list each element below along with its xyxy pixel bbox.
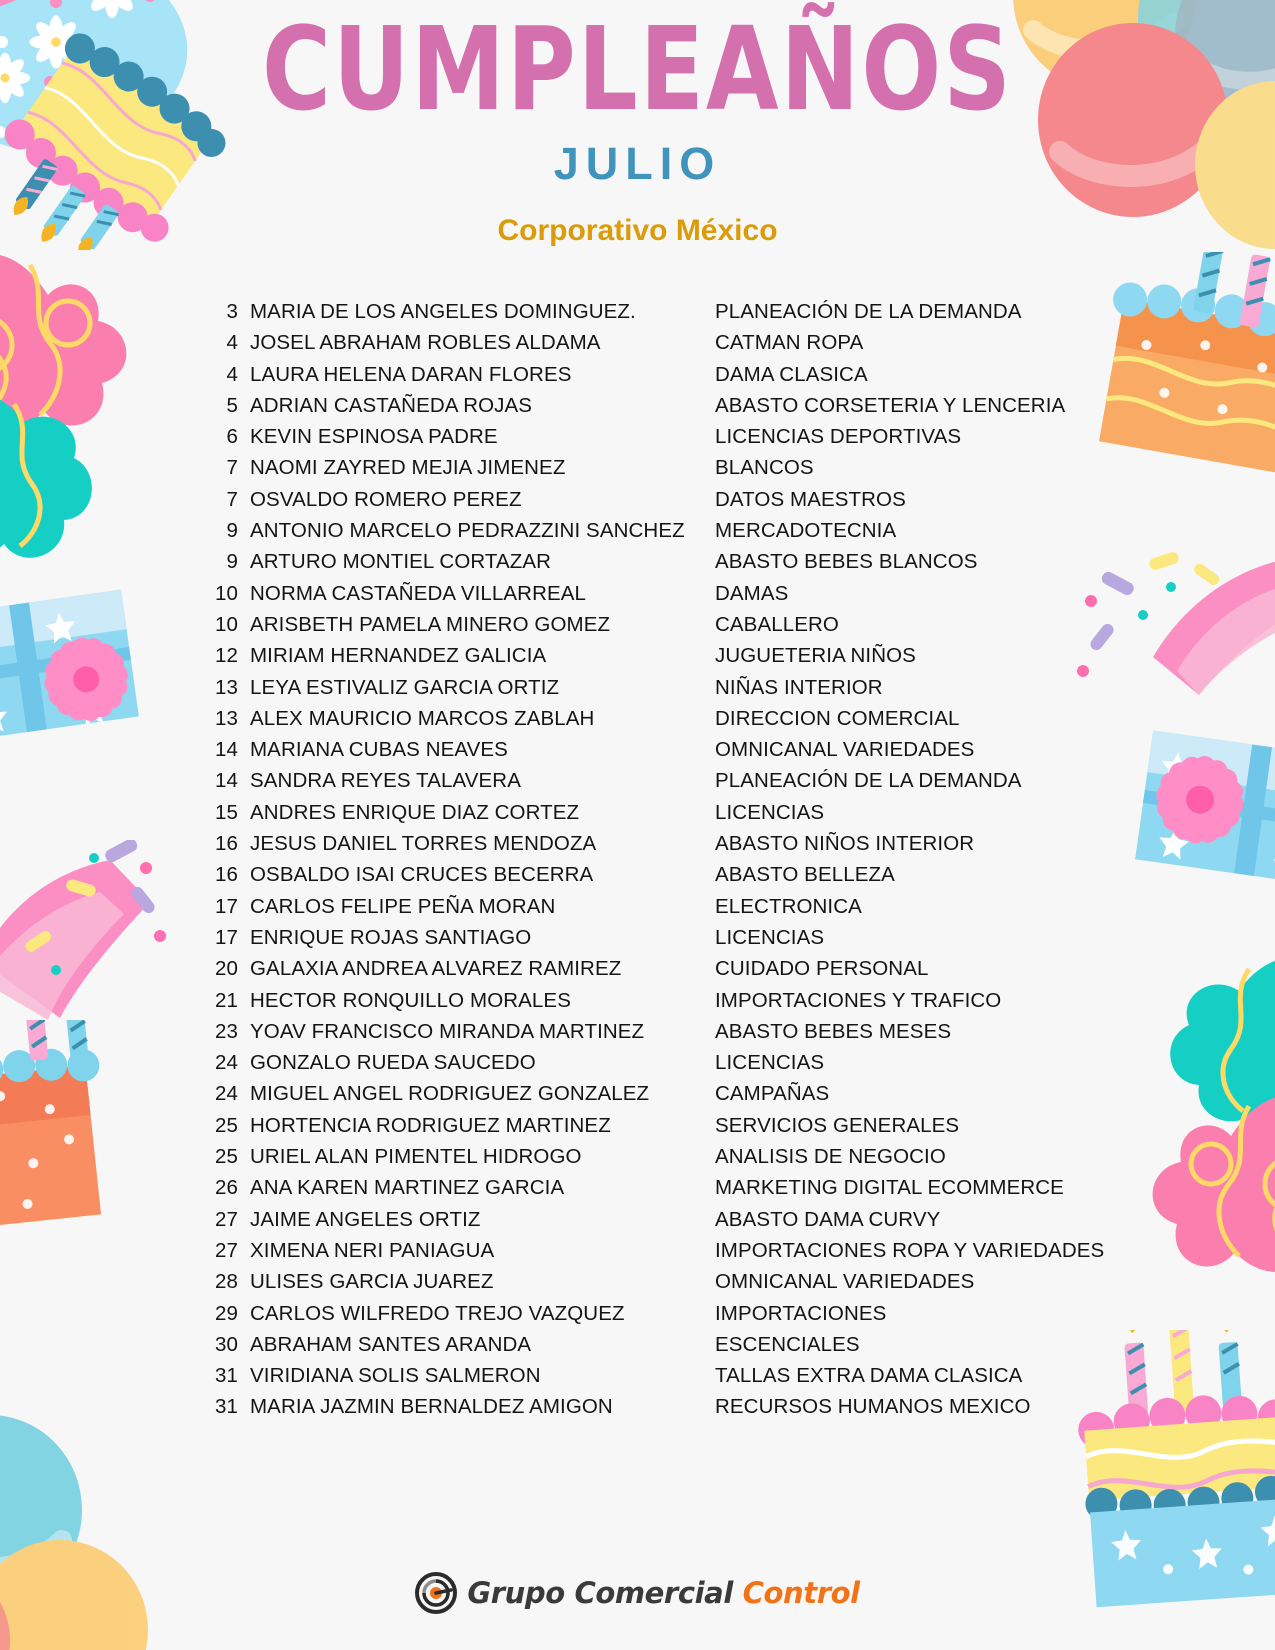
table-row — [0, 488, 1275, 519]
table-row — [0, 1302, 1275, 1333]
cell-department: ESCENCIALES — [715, 1332, 860, 1356]
cell-name: ULISES GARCIA JUAREZ — [250, 1270, 494, 1294]
month-subtitle: JULIO — [553, 138, 722, 189]
table-row — [0, 1145, 1275, 1176]
cell-day: 30 — [214, 1332, 238, 1356]
cell-name: ENRIQUE ROJAS SANTIAGO — [250, 925, 532, 949]
cell-day: 5 — [226, 393, 238, 417]
cell-name: LEYA ESTIVALIZ GARCIA ORTIZ — [250, 675, 560, 699]
cell-name: NORMA CASTAÑEDA VILLARREAL — [250, 581, 587, 605]
cell-day: 20 — [214, 957, 238, 981]
brand-primary: Grupo Comercial — [467, 1576, 733, 1610]
brand-secondary: Control — [742, 1576, 860, 1610]
cell-department: CATMAN ROPA — [715, 331, 864, 355]
table-row — [0, 1208, 1275, 1239]
table-row — [0, 363, 1275, 394]
cell-name: KEVIN ESPINOSA PADRE — [250, 425, 498, 449]
table-row — [0, 1020, 1275, 1051]
cell-name: URIEL ALAN PIMENTEL HIDROGO — [250, 1145, 582, 1169]
cell-department: MERCADOTECNIA — [715, 519, 897, 543]
cell-day: 9 — [226, 550, 238, 574]
cell-department: ELECTRONICA — [715, 894, 862, 918]
cell-department: IMPORTACIONES ROPA Y VARIEDADES — [715, 1238, 1105, 1262]
cell-department: SERVICIOS GENERALES — [715, 1113, 960, 1137]
cell-day: 24 — [214, 1082, 238, 1106]
cell-department: RECURSOS HUMANOS MEXICO — [715, 1395, 1031, 1419]
birthday-list — [0, 300, 1275, 1427]
cell-name: ADRIAN CASTAÑEDA ROJAS — [250, 393, 533, 417]
cell-name: MIRIAM HERNANDEZ GALICIA — [250, 644, 547, 668]
cell-name: ARTURO MONTIEL CORTAZAR — [250, 550, 552, 574]
title-block — [0, 4, 1275, 248]
cell-department: MARKETING DIGITAL ECOMMERCE — [715, 1176, 1064, 1200]
cell-department: LICENCIAS — [715, 800, 825, 824]
table-row — [0, 613, 1275, 644]
table-row — [0, 738, 1275, 769]
table-row — [0, 832, 1275, 863]
cell-day: 31 — [214, 1364, 238, 1388]
table-row — [0, 863, 1275, 894]
cell-department: LICENCIAS DEPORTIVAS — [715, 425, 962, 449]
table-row — [0, 1051, 1275, 1082]
table-row — [0, 1239, 1275, 1270]
cell-day: 9 — [226, 519, 238, 543]
cell-day: 14 — [214, 738, 238, 762]
cell-department: PLANEACIÓN DE LA DEMANDA — [715, 769, 1022, 793]
cell-department: TALLAS EXTRA DAMA CLASICA — [715, 1364, 1023, 1388]
table-row — [0, 1395, 1275, 1426]
cell-day: 27 — [214, 1207, 238, 1231]
cell-department: ABASTO BEBES BLANCOS — [715, 550, 978, 574]
cell-day: 23 — [214, 1019, 238, 1043]
table-row — [0, 1082, 1275, 1113]
cell-day: 10 — [214, 581, 238, 605]
cell-day: 25 — [214, 1145, 238, 1169]
brand-wordmark — [467, 1576, 859, 1610]
cell-day: 16 — [214, 863, 238, 887]
cell-name: MARIANA CUBAS NEAVES — [250, 738, 508, 762]
cell-name: NAOMI ZAYRED MEJIA JIMENEZ — [250, 456, 566, 480]
cell-day: 24 — [214, 1051, 238, 1075]
cell-name: OSBALDO ISAI CRUCES BECERRA — [250, 863, 594, 887]
cell-department: ABASTO NIÑOS INTERIOR — [715, 832, 975, 856]
cell-name: ANDRES ENRIQUE DIAZ CORTEZ — [250, 800, 580, 824]
cell-department: IMPORTACIONES Y TRAFICO — [715, 988, 1002, 1012]
cell-day: 14 — [214, 769, 238, 793]
table-row — [0, 550, 1275, 581]
cell-name: ANA KAREN MARTINEZ GARCIA — [250, 1176, 565, 1200]
cell-name: LAURA HELENA DARAN FLORES — [250, 362, 572, 386]
cell-day: 15 — [214, 800, 238, 824]
table-row — [0, 1176, 1275, 1207]
cell-name: JOSEL ABRAHAM ROBLES ALDAMA — [250, 331, 601, 355]
cell-department: OMNICANAL VARIEDADES — [715, 1270, 975, 1294]
cell-name: HECTOR RONQUILLO MORALES — [250, 988, 571, 1012]
cell-department: DATOS MAESTROS — [715, 487, 906, 511]
cell-name: XIMENA NERI PANIAGUA — [250, 1238, 495, 1262]
cell-name: ANTONIO MARCELO PEDRAZZINI SANCHEZ — [250, 519, 685, 543]
cell-name: ABRAHAM SANTES ARANDA — [250, 1332, 532, 1356]
cell-day: 4 — [226, 331, 238, 355]
cell-department: NIÑAS INTERIOR — [715, 675, 883, 699]
table-row — [0, 769, 1275, 800]
cell-name: JAIME ANGELES ORTIZ — [250, 1207, 481, 1231]
cell-day: 17 — [214, 925, 238, 949]
cell-day: 13 — [214, 675, 238, 699]
table-row — [0, 644, 1275, 675]
table-row — [0, 300, 1275, 331]
cell-day: 13 — [214, 706, 238, 730]
cell-name: YOAV FRANCISCO MIRANDA MARTINEZ — [250, 1019, 645, 1043]
cell-department: ABASTO BELLEZA — [715, 863, 895, 887]
cell-name: ARISBETH PAMELA MINERO GOMEZ — [250, 612, 611, 636]
cell-department: ANALISIS DE NEGOCIO — [715, 1145, 946, 1169]
cell-day: 16 — [214, 832, 238, 856]
footer — [0, 1572, 1275, 1614]
cell-name: JESUS DANIEL TORRES MENDOZA — [250, 832, 597, 856]
cell-day: 29 — [214, 1301, 238, 1325]
cell-name: HORTENCIA RODRIGUEZ MARTINEZ — [250, 1113, 611, 1137]
cell-name: GALAXIA ANDREA ALVAREZ RAMIREZ — [250, 957, 622, 981]
table-row — [0, 989, 1275, 1020]
table-row — [0, 331, 1275, 362]
cell-name: MARIA DE LOS ANGELES DOMINGUEZ. — [250, 300, 636, 323]
cell-name: GONZALO RUEDA SAUCEDO — [250, 1051, 536, 1075]
cell-day: 7 — [226, 487, 238, 511]
cell-day: 26 — [214, 1176, 238, 1200]
cell-department: CUIDADO PERSONAL — [715, 957, 929, 981]
cell-name: MARIA JAZMIN BERNALDEZ AMIGON — [250, 1395, 613, 1419]
cell-department: OMNICANAL VARIEDADES — [715, 738, 975, 762]
cell-day: 6 — [226, 425, 238, 449]
cell-department: IMPORTACIONES — [715, 1301, 887, 1325]
cell-name: CARLOS WILFREDO TREJO VAZQUEZ — [250, 1301, 625, 1325]
cell-day: 12 — [214, 644, 238, 668]
cell-department: CAMPAÑAS — [715, 1082, 830, 1106]
cell-department: ABASTO DAMA CURVY — [715, 1207, 941, 1231]
table-row — [0, 676, 1275, 707]
cell-day: 7 — [226, 456, 238, 480]
table-row — [0, 456, 1275, 487]
table-row — [0, 425, 1275, 456]
cell-day: 4 — [226, 362, 238, 386]
cell-department: CABALLERO — [715, 612, 839, 636]
cell-department: ABASTO BEBES MESES — [715, 1019, 952, 1043]
cell-department: DAMAS — [715, 581, 789, 605]
table-row — [0, 707, 1275, 738]
cell-name: CARLOS FELIPE PEÑA MORAN — [250, 894, 556, 918]
cell-day: 28 — [214, 1270, 238, 1294]
cell-department: LICENCIAS — [715, 925, 825, 949]
table-row — [0, 957, 1275, 988]
page-title: CUMPLEAÑOS — [262, 4, 1013, 138]
cell-department: DIRECCION COMERCIAL — [715, 706, 960, 730]
cell-day: 10 — [214, 612, 238, 636]
table-row — [0, 582, 1275, 613]
cell-day: 25 — [214, 1113, 238, 1137]
cell-day: 31 — [214, 1395, 238, 1419]
table-row — [0, 895, 1275, 926]
cell-name: OSVALDO ROMERO PEREZ — [250, 487, 522, 511]
cell-department: JUGUETERIA NIÑOS — [715, 644, 916, 668]
table-row — [0, 519, 1275, 550]
cell-department: DAMA CLASICA — [715, 362, 868, 386]
cell-name: VIRIDIANA SOLIS SALMERON — [250, 1364, 541, 1388]
cell-name: SANDRA REYES TALAVERA — [250, 769, 521, 793]
cell-department: PLANEACIÓN DE LA DEMANDA — [715, 300, 1022, 323]
table-row — [0, 801, 1275, 832]
cell-day: 21 — [214, 988, 238, 1012]
cell-day: 3 — [226, 300, 238, 323]
cell-department: BLANCOS — [715, 456, 814, 480]
target-spiral-icon — [415, 1572, 457, 1614]
table-row — [0, 1114, 1275, 1145]
table-row — [0, 926, 1275, 957]
cell-name: ALEX MAURICIO MARCOS ZABLAH — [250, 706, 595, 730]
cell-department: ABASTO CORSETERIA Y LENCERIA — [715, 393, 1066, 417]
cell-day: 17 — [214, 894, 238, 918]
table-row — [0, 1270, 1275, 1301]
table-row — [0, 1333, 1275, 1364]
cell-day: 27 — [214, 1238, 238, 1262]
cell-department: LICENCIAS — [715, 1051, 825, 1075]
table-row — [0, 394, 1275, 425]
cell-name: MIGUEL ANGEL RODRIGUEZ GONZALEZ — [250, 1082, 650, 1106]
organization-subtitle: Corporativo México — [497, 214, 778, 247]
table-row — [0, 1364, 1275, 1395]
